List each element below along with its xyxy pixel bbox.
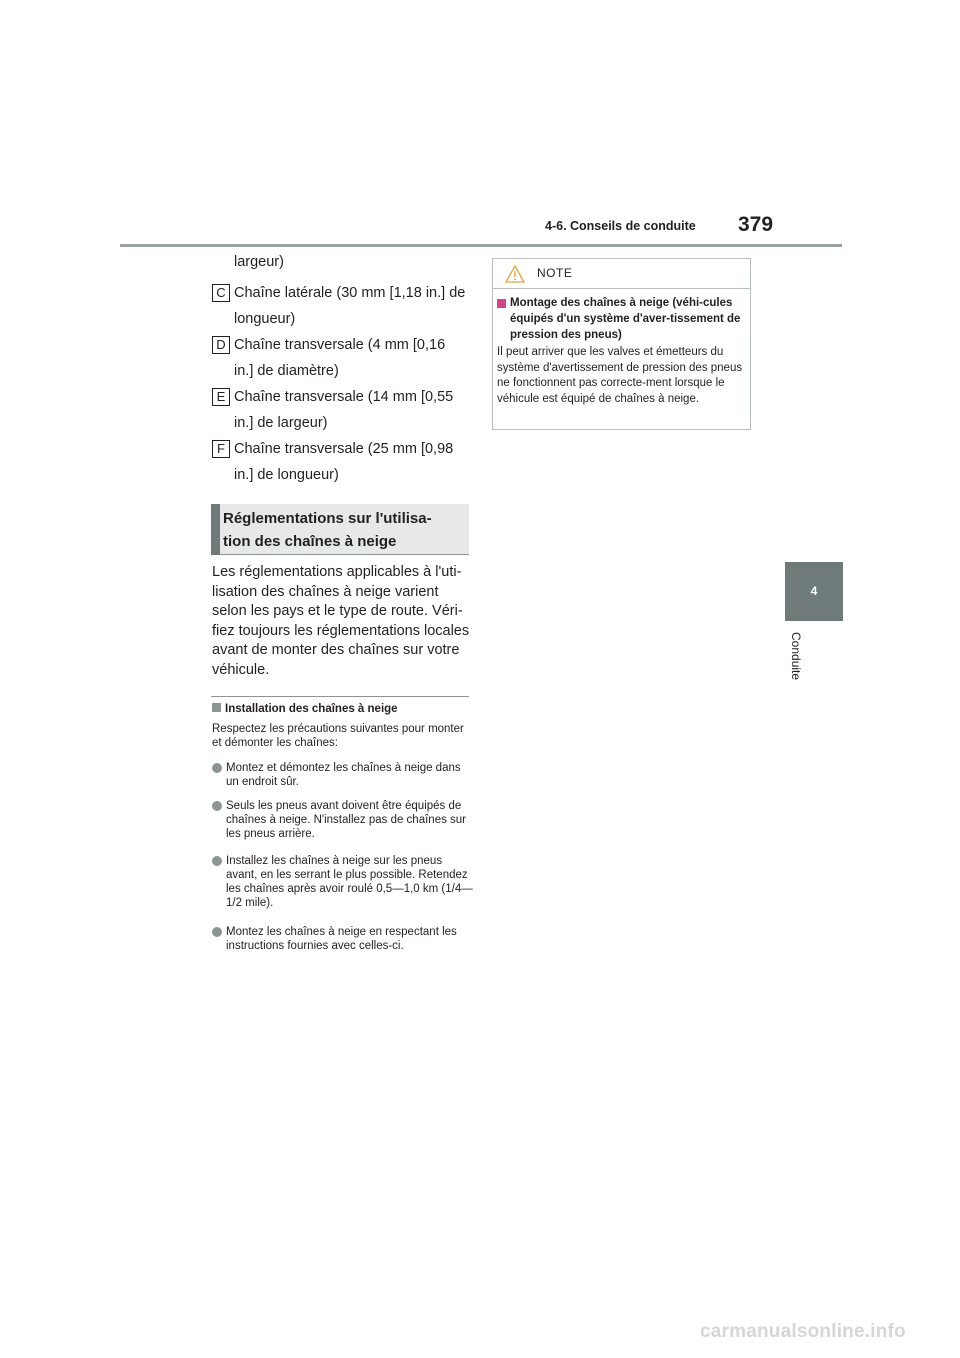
legend-line: Chaîne latérale (30 mm [1,18 in.] de xyxy=(234,285,466,301)
section-paragraph: Les réglementations applicables à l'uti-lisation des chaînes à neige varient selon les pays et le type de route. Véri-fiez toujours les réglementations locales avant de monter des chaînes sur votre véhicule. xyxy=(212,564,470,678)
subsection-heading: Installation des chaînes à neige xyxy=(212,703,398,715)
legend-line: Chaîne transversale (25 mm [0,98 xyxy=(234,441,454,457)
round-bullet-icon xyxy=(212,856,222,866)
legend-line: in.] de largeur) xyxy=(234,415,328,431)
chapter-tab xyxy=(785,562,843,621)
round-bullet-icon xyxy=(212,801,222,811)
section-heading-line: Réglementations sur l'utilisa- xyxy=(223,510,432,527)
legend-letter: D xyxy=(212,336,230,354)
legend-letter: C xyxy=(212,284,230,302)
legend-letter: E xyxy=(212,388,230,406)
note-body: Il peut arriver que les valves et émetteurs du système d'avertissement de pression des pneus ne fonctionnent pas correcte-ment lorsque le véhicule est équipé de chaînes à neige. xyxy=(497,346,743,405)
legend-line: Chaîne transversale (4 mm [0,16 xyxy=(234,337,446,353)
section-heading-line: tion des chaînes à neige xyxy=(223,533,397,550)
round-bullet-icon xyxy=(212,927,222,937)
header-section-title: 4-6. Conseils de conduite xyxy=(545,219,696,233)
section-heading-bar xyxy=(211,504,220,555)
chapter-tab-number: 4 xyxy=(810,584,818,598)
warning-triangle-icon xyxy=(505,265,525,283)
watermark-text: carmanualsonline.info xyxy=(700,1321,906,1342)
legend-line: in.] de diamètre) xyxy=(234,363,339,379)
section-heading xyxy=(211,504,469,555)
subsection-rule xyxy=(211,696,469,697)
page-number: 379 xyxy=(738,213,774,236)
subsection-intro: Respectez les précautions suivantes pour monter et démonter les chaînes: xyxy=(212,723,464,749)
square-bullet-icon xyxy=(212,703,221,712)
note-title: NOTE xyxy=(537,266,573,280)
chapter-tab-label: Conduite xyxy=(789,632,803,681)
note-header xyxy=(493,259,750,289)
round-bullet-icon xyxy=(212,763,222,773)
square-bullet-icon xyxy=(497,299,506,308)
legend-line: in.] de longueur) xyxy=(234,467,339,483)
legend-line: longueur) xyxy=(234,311,296,327)
legend-line: Chaîne transversale (14 mm [0,55 xyxy=(234,389,454,405)
note-box xyxy=(492,258,751,430)
legend-letter: F xyxy=(212,440,230,458)
note-heading: Montage des chaînes à neige (véhi-cules équipés d'un système d'aver-tissement de pression des pneus) xyxy=(497,295,747,343)
header-rule xyxy=(120,244,842,247)
